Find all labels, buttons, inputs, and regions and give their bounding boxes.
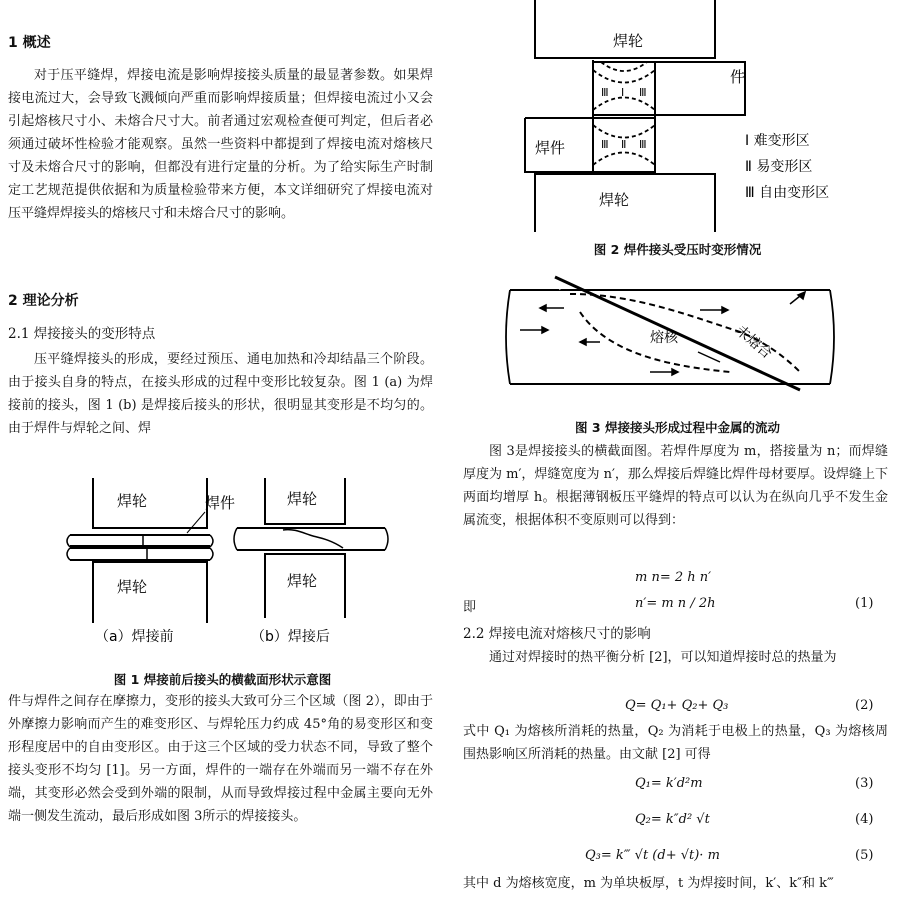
- equation-5-number: (5): [855, 848, 874, 863]
- section-2-1-heading: 2.1 焊接接头的变形特点: [8, 326, 156, 342]
- right-paragraph-1: 图 3是焊接接头的横截面图。若焊件厚度为 m，搭接量为 n；而焊缝厚度为 m′，焊缝宽度为 n′，那么焊接后焊缝比焊件母材要厚。设焊缝上下两面均增厚 h。根据薄钢板压平缝焊的特点可以认为在纵向几乎不发生金属流变，根据体积不变原则可以得到：: [463, 444, 888, 528]
- fig1-subcaption-b: （b）焊接后: [251, 629, 330, 645]
- fig1a-bottom-wheel: [93, 562, 207, 623]
- fig1a-bottom-wheel-label: 焊轮: [117, 578, 148, 596]
- section-1-heading: 1 概述: [8, 35, 51, 51]
- right-paragraph-3: 式中 Q₁ 为熔核所消耗的热量，Q₂ 为消耗于电极上的热量，Q₃ 为熔核周围热影响区所消耗的热量。由文献 [2] 可得: [463, 724, 888, 762]
- fig3-nugget-label: 熔核: [650, 330, 678, 346]
- section-2-2-heading: 2.2 焊接电流对熔核尺寸的影响: [463, 626, 651, 642]
- equation-3: Q₁= k′d²m: [635, 776, 703, 791]
- fig1a-top-wheel-label: 焊轮: [117, 492, 148, 510]
- fig2-top-wheel-label: 焊轮: [613, 32, 644, 50]
- figure-1-caption: 图 1 焊接前后接头的横截面形状示意图: [113, 672, 332, 687]
- fig2-piece-right-label: 件: [730, 68, 746, 86]
- figure-1: [55, 478, 400, 653]
- fig3-unfused-label: 未熔合: [732, 322, 775, 363]
- fig2-zone-1-a: Ⅰ: [621, 86, 625, 99]
- fig1b-top-wheel-label: 焊轮: [287, 490, 318, 508]
- fig1b-bottom-wheel-label: 焊轮: [287, 572, 318, 590]
- equation-2: Q= Q₁+ Q₂+ Q₃: [625, 698, 729, 713]
- fig1-piece-label: 焊件: [205, 494, 236, 512]
- fig2-zone-3-c: Ⅲ: [601, 138, 609, 151]
- equation-3-number: (3): [855, 776, 874, 791]
- fig1-subcaption-a: （a）焊接前: [95, 629, 174, 645]
- section-1-paragraph: 对于压平缝焊，焊接电流是影响焊接接头质量的最显著参数。如果焊接电流过大，会导致飞溅倾向严重而影响焊接质量；但焊接电流过小又会引起熔核尺寸小、未熔合尺寸大。前者通过宏观检查便可判定，但后者必须通过破坏性检验才能观察。虽然一些资料中都提到了焊接电流对熔核尺寸及未熔合尺寸的影响，但都没有进行定量的分析。为了给实际生产时制定工艺规范提供依据和为质量检验带来方便，本文详细研究了焊接电流对压平缝焊焊接头的熔核尺寸和未熔合尺寸的影响。: [8, 68, 433, 221]
- equation-5: Q₃= k‴ √t (d+ √t)· m: [585, 848, 720, 863]
- fig2-legend-2: Ⅱ 易变形区: [745, 159, 813, 175]
- figure-2: [505, 0, 850, 232]
- fig2-legend-1: Ⅰ 难变形区: [745, 133, 810, 149]
- fig1a-top-wheel: [93, 478, 207, 528]
- fig2-bottom-wheel-label: 焊轮: [599, 191, 630, 209]
- equation-4: Q₂= k″d² √t: [635, 812, 710, 827]
- right-paragraph-2: 通过对焊接时的热平衡分析 [2]，可以知道焊接时总的热量为: [489, 650, 837, 665]
- figure-2-caption: 图 2 焊件接头受压时变形情况: [593, 242, 762, 257]
- equation-a: m n= 2 h n′: [635, 570, 712, 585]
- continued-paragraph: 件与焊件之间存在摩擦力，变形的接头大致可分三个区域（图 2），即由于外摩擦力影响而产生的难变形区、与焊轮压力约成 45°角的易变形区和变形程度居中的自由变形区。由于这三个区域的受力状态不同，导致了整个接头变形不均匀 [1]。另一方面，焊件的一端存在外端而另一端不存在外端，其变形必然会受到外端的限制，从而导致焊接过程中金属主要向无外端一侧发生流动，最后形成如图 3所示的焊接接头。: [8, 694, 433, 824]
- equation-1-number: (1): [855, 596, 874, 611]
- fig2-legend-3: Ⅲ 自由变形区: [745, 185, 830, 201]
- figure-3-caption: 图 3 焊接接头形成过程中金属的流动: [575, 420, 780, 435]
- fig2-zone-3-b: Ⅲ: [639, 86, 647, 99]
- equation-b-prefix: 即: [463, 600, 477, 615]
- fig2-zone-2: Ⅱ: [621, 138, 627, 151]
- section-2-heading: 2 理论分析: [8, 293, 79, 309]
- equation-4-number: (4): [855, 812, 874, 827]
- fig2-piece-left-label: 焊件: [535, 139, 566, 157]
- fig2-zone-3-d: Ⅲ: [639, 138, 647, 151]
- section-2-1-paragraph: 压平缝焊接头的形成，要经过预压、通电加热和冷却结晶三个阶段。由于接头自身的特点，在接头形成的过程中变形比较复杂。图 1 (a) 为焊接前的接头，图 1 (b) 是焊接后接头的形状，很明显其变形是不均匀的。由于焊件与焊轮之间、焊: [8, 352, 433, 436]
- right-paragraph-4: 其中 d 为熔核宽度，m 为单块板厚，t 为焊接时间，k′、k″和 k‴: [463, 876, 834, 891]
- equation-2-number: (2): [855, 698, 874, 713]
- equation-1: n′= m n / 2h: [635, 596, 716, 611]
- figure-3: [500, 272, 840, 397]
- fig2-zone-3-a: Ⅲ: [601, 86, 609, 99]
